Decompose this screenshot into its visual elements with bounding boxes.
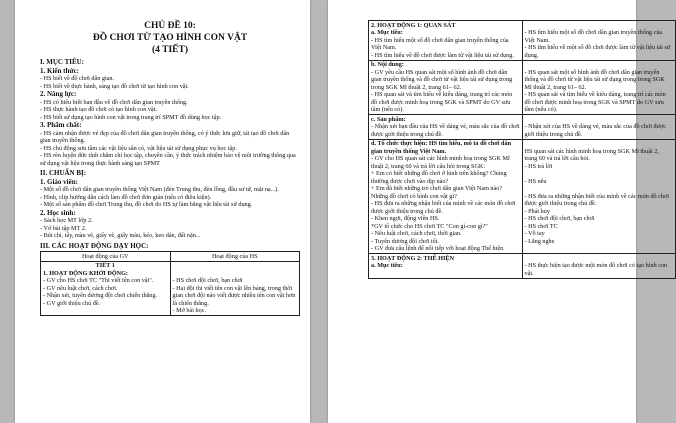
quality-line: - HS rèn luyện đức tính chăm chỉ học tập, chuyên cần, ý thức trách nhiệm bảo vệ môi trường thông qua sử dụng vật liệu trong thực hành sáng tạo SPMT (40, 152, 296, 167)
student-activity-line: - Vỗ tay (524, 230, 545, 237)
teacher-activity-line: - GV cho HS quan sát các hình minh hoạ trong SGK Mĩ thuật 2, trang 60 và trả lời câu hỏi trong SGK: (371, 155, 510, 170)
teacher-activity-line: - GV đưa câu lệnh để nối tiếp với hoạt động Thể hiện. (371, 245, 505, 252)
chapter-subtitle: ĐỒ CHƠI TỪ TẠO HÌNH CON VẬT (92, 33, 248, 43)
teacher-activity-line: - GV nêu luật chơi, cách chơi. (43, 284, 118, 292)
student-activity-line (525, 140, 674, 148)
student-prep-heading: 2. Học sinh: (40, 208, 76, 217)
student-prep-line: - Bút chì, tẩy, màu vẽ, giấy vẽ, giấy màu, kéo, keo dán, đất nặn... (40, 232, 201, 239)
teacher-activity-line: - HS quan sát và tìm hiểu về kiểu dáng, trang trí các món đồ chơi được minh hoạ trong SGK và SPMT do GV sưu tầm (nếu có). (371, 91, 513, 113)
chapter-title: CHỦ ĐỀ 10: (144, 21, 196, 31)
student-prep-line: - Sách học MT lớp 2. (40, 217, 93, 224)
teacher-prep-heading: 1. Giáo viên: (40, 177, 78, 186)
skills-line: - HS thực hành tạo đồ chơi có tạo hình con vật. (40, 106, 157, 113)
student-activity-line: - Lắng nghe (524, 237, 555, 245)
activity-heading: 2. HOẠT ĐỘNG 1: QUAN SÁT (371, 21, 456, 29)
teacher-prep-line: - Một số đồ chơi dân gian truyền thống Việt Nam (đèn Trung thu, đèn lồng, đầu sư tử, mặt nạ...). (40, 186, 279, 193)
teacher-activity-cell (369, 139, 523, 254)
teacher-activity-line: - HS tìm hiểu về đồ chơi được làm từ vật liệu tái sử dụng. (371, 51, 514, 59)
teacher-activity-cell (369, 60, 523, 115)
skills-line: - HS có hiểu biết ban đầu về đồ chơi dân gian truyền thống. (40, 98, 188, 106)
document-page-right (328, 0, 671, 423)
student-activity-line (525, 170, 674, 178)
preparation-heading: II. CHUẨN BỊ: (40, 169, 87, 177)
teacher-activity-cell (41, 261, 171, 316)
student-activity-line: HS quan sát các hình minh hoạ trong SGK Mĩ thuật 2, trang 60 và trả lời câu hỏi. (524, 147, 659, 162)
quality-line: - HS chủ động sưu tầm các vật liệu sẵn có, vật liệu tái sử dụng phục vụ học tập. (40, 144, 237, 152)
activity-row (369, 139, 676, 254)
teacher-activity-line: - Tuyên dương đội chơi tốt. (371, 237, 439, 245)
student-activity-line: - HS trả lời (524, 162, 553, 170)
activities-table (40, 251, 300, 316)
activity-heading: c. Sản phẩm: (371, 115, 406, 123)
knowledge-line: - HS biết về đồ chơi dân gian. (40, 75, 115, 82)
skills-heading: 2. Năng lực: (40, 90, 77, 98)
quality-heading: 3. Phẩm chất: (40, 121, 82, 129)
teacher-activity-line: - Nhận xét, tuyên dương đội chơi chiến thắng. (43, 292, 158, 299)
student-activity-line: - HS quan sát một số hình ảnh đồ chơi dân gian truyền thống và đồ chơi từ vật liệu tái sử dụng trong trong SGK Mĩ thuật 2, trang 61– 62. (524, 68, 665, 91)
student-activity-line (525, 116, 674, 124)
student-activity-cell (522, 60, 676, 115)
student-activity-line: - Hai đội thi viết tên con vật lên bảng, trong thời gian chơi đội nào viết được nhiều tên con vật hơn là chiến thắng. (172, 284, 296, 307)
student-activity-line: - HS tìm hiểu một số đồ chơi dân gian truyền thống của Việt Nam. (524, 29, 663, 44)
teacher-activity-cell (369, 115, 523, 140)
column-header-student: Hoạt động của HS (170, 252, 300, 262)
student-activity-line: - HS nêu (524, 177, 547, 185)
quality-line: - HS cảm nhận được vẻ đẹp của đồ chơi dân gian truyền thống, có ý thức lưu giữ, tái tạo đồ chơi dân gian truyền thống. (40, 129, 290, 144)
teacher-activity-line: - HS đưa ra những nhận biết của mình về các món đồ chơi được giới thiệu trong chủ đề. (371, 200, 516, 215)
activity-heading: a. Mục tiêu: (371, 262, 403, 269)
teacher-prep-line: - Một số sản phẩm đồ chơi Trung thu, đồ chơi do HS tự làm bằng vật liệu tái sử dụng. (40, 201, 253, 208)
teacher-activity-line: - HS tìm hiểu một số đồ chơi dân gian truyền thống của Việt Nam. (371, 36, 509, 51)
knowledge-heading: 1. Kiến thức: (40, 66, 80, 75)
student-activity-line: - HS tìm hiểu về một số đồ chơi được làm từ vật liệu tái sử dụng. (524, 44, 671, 59)
activities-table-continued (368, 20, 676, 279)
student-activity-line (525, 255, 674, 263)
chapter-duration: (4 TIẾT) (152, 45, 188, 55)
skills-line: - HS biết sử dụng tạo hình con vật trong trang trí SPMT đồ dùng học tập. (40, 113, 222, 121)
student-activity-line: - HS chơi đội chơi, bạn chơi (172, 277, 243, 284)
teacher-activity-line: - Nêu luật chơi, cách chơi, thời gian. (371, 230, 462, 237)
student-activity-line: - HS chơi đội chơi, bạn chơi (524, 215, 595, 222)
column-header-teacher: Hoạt động của GV (41, 252, 171, 262)
student-prep-line: - Vở bài tập MT 2. (40, 224, 87, 232)
document-page-left (15, 0, 310, 423)
activity-heading: b. Nội dung: (371, 61, 404, 68)
student-activity-cell (170, 261, 300, 316)
teacher-activity-line: + Em có biết những đồ chơi ở hình trên không? Chúng thường được chơi vào dịp nào? (371, 170, 507, 185)
teacher-activity-line: + Em đã biết những trò chơi dân gian Việt Nam nào? Những đồ chơi có hình con vật gì? (371, 185, 503, 200)
teacher-activity-line: - Khen ngợi, động viên HS. (371, 215, 440, 222)
student-activity-cell (522, 254, 676, 279)
activity-row (369, 60, 676, 115)
student-activity-line: - Nhận xét của HS về dáng vẻ, màu sắc của đồ chơi được giới thiệu trong chủ đề. (524, 123, 667, 138)
student-activity-cell (522, 21, 676, 61)
activity-heading: d. Tổ chức thực hiện: HS tìm hiểu, mô tả đồ chơi dân gian truyền thống Việt Nam. (371, 140, 512, 155)
activity-row (369, 254, 676, 279)
teacher-activity-cell (369, 254, 523, 279)
student-activity-line: - Phát huy (524, 207, 550, 215)
teacher-activity-line: *GV tổ chức cho HS chơi TC "Con gì-con gì?" (371, 222, 488, 230)
teacher-activity-line: - GV giới thiệu chủ đề. (43, 299, 101, 307)
student-activity-line: - HS chơi TC (524, 222, 558, 230)
start-activity-heading: 1. HOẠT ĐỘNG KHỞI ĐỘNG: (43, 269, 128, 277)
teacher-activity-cell (369, 21, 523, 61)
activity-row (369, 21, 676, 61)
activity-heading: 3. HOẠT ĐỘNG 2: THỂ HIỆN (371, 254, 454, 262)
page-left-content (40, 20, 300, 316)
student-activity-line: - HS thực hiện tạo được một món đồ chơi có tạo hình con vật. (524, 262, 668, 277)
teacher-activity-line: - GV cho HS chơi TC "Thi viết tên con vật". (43, 277, 154, 284)
activity-heading: a. Mục tiêu: (371, 29, 403, 36)
teacher-activity-line: - GV yêu cầu HS quan sát một số hình ảnh đồ chơi dân gian truyền thống và đồ chơi từ vật liệu tái sử dụng trong trong SGK Mĩ thuật 2, trang 61– 62. (371, 68, 513, 91)
objectives-heading: I. MỤC TIÊU: (40, 58, 85, 66)
student-activity-line: - Mở bài học. (172, 307, 207, 314)
student-activity-cell (522, 139, 676, 254)
activity-row (369, 115, 676, 140)
activities-heading: III. CÁC HOẠT ĐỘNG DẠY HỌC: (40, 241, 149, 250)
student-activity-cell (522, 115, 676, 140)
student-activity-line: - HS đưa ra những nhận biết của mình về các món đồ chơi được giới thiệu trong chủ đề. (524, 192, 670, 207)
student-activity-line (525, 22, 674, 30)
student-activity-line: - HS quan sát và tìm hiểu về kiểu dáng, trang trí các món đồ chơi được minh hoạ trong SGK và SPMT do GV sưu tầm (nếu có). (524, 91, 666, 113)
teacher-prep-line: - Hình, clip hướng dẫn cách làm đồ chơi đơn giản (nếu có điều kiện). (40, 193, 212, 201)
teacher-activity-line: - Nhận xét bạn đầu của HS về dáng vẻ, màu sắc của đồ chơi được giới thiệu trong chủ đề. (371, 123, 520, 138)
lesson-label: TIẾT 1 (95, 262, 115, 269)
student-activity-line (525, 185, 674, 193)
student-activity-line (525, 61, 674, 69)
knowledge-line: - HS biết về thực hành, sáng tạo đồ chơi từ tạo hình con vật. (40, 82, 189, 90)
